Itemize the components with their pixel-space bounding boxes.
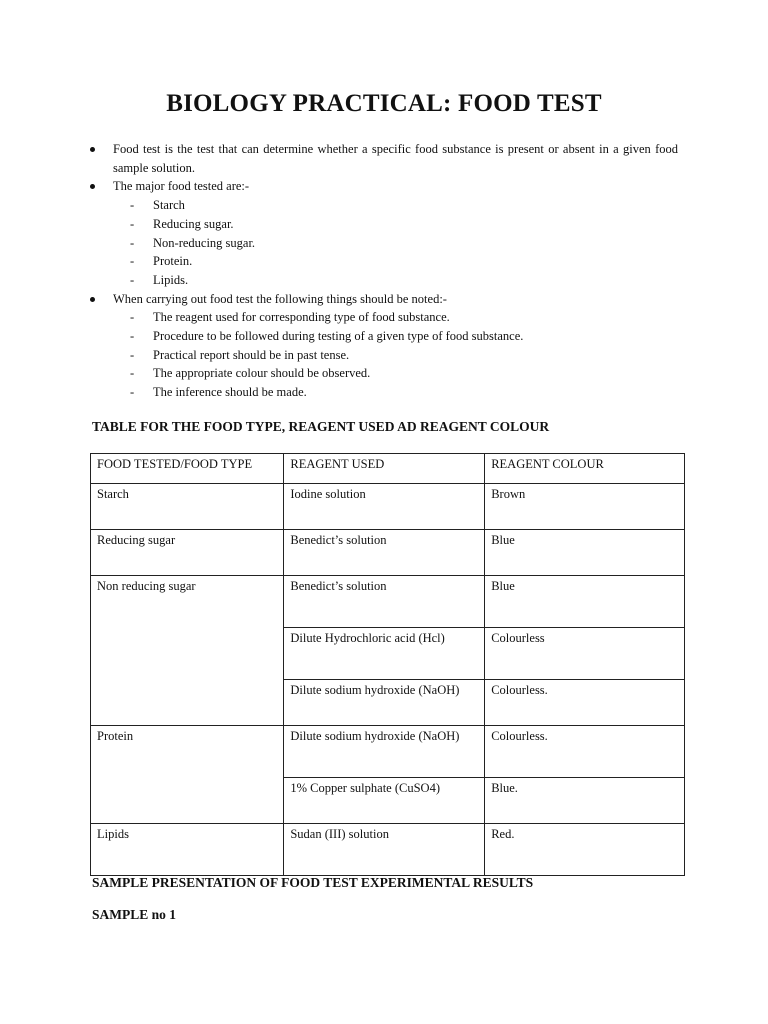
- reagent-cell: Sudan (III) solution: [284, 824, 485, 876]
- bullet-item-definition: [90, 140, 678, 177]
- bullet-item-notes: [90, 290, 678, 309]
- colour-cell: Blue.: [485, 778, 685, 824]
- sub-item-text: The reagent used for corresponding type of food substance.: [153, 310, 450, 325]
- sub-item-text: Non-reducing sugar.: [153, 235, 256, 250]
- sub-list-item: [90, 327, 678, 346]
- table-row: [91, 726, 685, 778]
- table-header-row: [91, 454, 685, 484]
- bullet-item-major-foods: [90, 177, 678, 196]
- sub-list-item: [90, 271, 678, 290]
- dash-icon: -: [130, 235, 135, 250]
- reagent-cell: 1% Copper sulphate (CuSO4): [284, 778, 485, 824]
- colour-cell: Colourless.: [485, 726, 685, 778]
- dash-icon: -: [130, 216, 135, 231]
- sample-number: SAMPLE no 1: [92, 907, 177, 922]
- dash-icon: -: [130, 198, 135, 213]
- sub-list-item: [90, 383, 678, 402]
- table-row: [91, 576, 685, 628]
- dash-icon: -: [130, 254, 135, 269]
- sub-item-text: Protein.: [153, 254, 193, 269]
- sub-item-text: The inference should be made.: [153, 385, 307, 400]
- sub-list-item: [90, 196, 678, 215]
- sub-item-text: Reducing sugar.: [153, 216, 234, 231]
- reagent-cell: Benedict’s solution: [284, 576, 485, 628]
- header-cell-reagent: REAGENT USED: [284, 454, 485, 484]
- sub-list-item: [90, 215, 678, 234]
- colour-cell: Colourless.: [485, 680, 685, 726]
- dash-icon: -: [130, 385, 135, 400]
- reagent-cell: Benedict’s solution: [284, 530, 485, 576]
- sub-item-text: Practical report should be in past tense.: [153, 347, 350, 362]
- reagent-cell: Dilute Hydrochloric acid (Hcl): [284, 628, 485, 680]
- dash-icon: -: [130, 310, 135, 325]
- reagent-cell: Iodine solution: [284, 484, 485, 530]
- bullet-list: [90, 140, 678, 402]
- bullet-text: When carrying out food test the following things should be noted:-: [113, 291, 447, 306]
- food-cell: Reducing sugar: [91, 530, 284, 576]
- sub-list-item: [90, 252, 678, 271]
- food-test-table: [90, 453, 685, 876]
- dash-icon: -: [130, 272, 135, 287]
- colour-cell: Brown: [485, 484, 685, 530]
- sub-item-text: Procedure to be followed during testing of a given type of food substance.: [153, 329, 524, 344]
- sub-list-item: [90, 308, 678, 327]
- colour-cell: Colourless: [485, 628, 685, 680]
- dash-icon: -: [130, 366, 135, 381]
- bullet-dot-icon: [90, 297, 95, 302]
- bullet-text: Food test is the test that can determine whether a specific food substance is present or absent in a given food sample solution.: [113, 142, 678, 175]
- food-cell: Non reducing sugar: [91, 576, 284, 726]
- header-cell-food: FOOD TESTED/FOOD TYPE: [91, 454, 284, 484]
- dash-icon: -: [130, 347, 135, 362]
- sub-list-item: [90, 364, 678, 383]
- sample-heading: SAMPLE PRESENTATION OF FOOD TEST EXPERIMENTAL RESULTS: [92, 875, 534, 890]
- page-title: BIOLOGY PRACTICAL: FOOD TEST: [166, 90, 602, 117]
- sub-item-text: The appropriate colour should be observed.: [153, 366, 371, 381]
- bullet-text: The major food tested are:-: [113, 179, 250, 194]
- header-cell-colour: REAGENT COLOUR: [485, 454, 685, 484]
- colour-cell: Red.: [485, 824, 685, 876]
- reagent-cell: Dilute sodium hydroxide (NaOH): [284, 726, 485, 778]
- food-cell: Protein: [91, 726, 284, 824]
- sub-list-item: [90, 234, 678, 253]
- bullet-dot-icon: [90, 147, 95, 152]
- food-cell: Starch: [91, 484, 284, 530]
- reagent-cell: Dilute sodium hydroxide (NaOH): [284, 680, 485, 726]
- colour-cell: Blue: [485, 576, 685, 628]
- table-heading: TABLE FOR THE FOOD TYPE, REAGENT USED AD REAGENT COLOUR: [92, 419, 550, 434]
- bullet-dot-icon: [90, 184, 95, 189]
- table-row: [91, 484, 685, 530]
- sub-item-text: Starch: [153, 198, 185, 213]
- sub-item-text: Lipids.: [153, 272, 189, 287]
- table-row: [91, 530, 685, 576]
- table-row: [91, 824, 685, 876]
- colour-cell: Blue: [485, 530, 685, 576]
- dash-icon: -: [130, 329, 135, 344]
- sub-list-item: [90, 346, 678, 365]
- food-cell: Lipids: [91, 824, 284, 876]
